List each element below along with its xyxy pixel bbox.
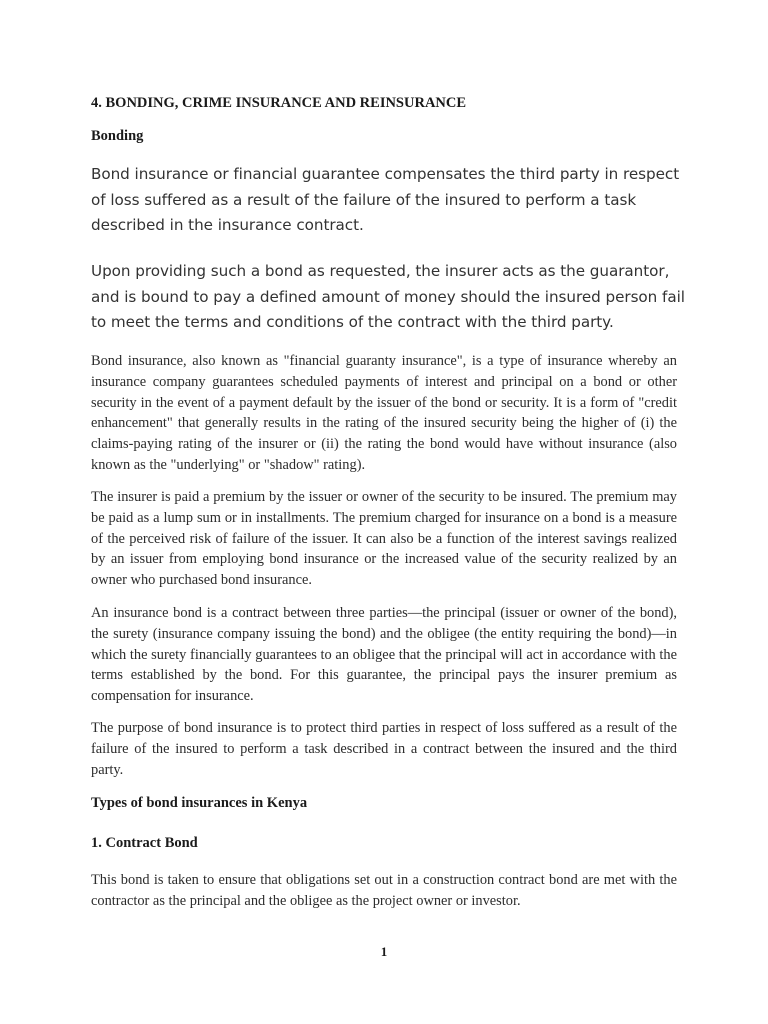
body-paragraph: Bond insurance, also known as "financial guaranty insurance", is a type of insurance whereby an insurance company guarantees scheduled payments of interest and principal on a bond or other security in the event of a payment default by the issuer of the bond or security. It is a form of "credit enhancement" that generally results in the rating of the insured security being the higher of (i) the claims-paying rating of the insurer or (ii) the rating the bond would have without insurance (also known as the "underlying" or "shadow" rating). bbox=[91, 353, 677, 473]
contract-bond-text: This bond is taken to ensure that obligations set out in a construction contract bond are met with the contractor as the principal and the obligee as the project owner or investor. bbox=[91, 872, 677, 909]
intro-paragraph: Upon providing such a bond as requested, the insurer acts as the guarantor, and is bound to pay a defined amount of money should the insured person fail to meet the terms and conditions of the contract with the third party. bbox=[91, 262, 685, 331]
body-paragraph: The insurer is paid a premium by the issuer or owner of the security to be insured. The premium may be paid as a lump sum or in installments. The premium charged for insurance on a bond is a measure of the perceived risk of failure of the issuer. It can also be a function of the interest savings realized by an issuer from employing bond insurance or the increased value of the security realized by an owner who purchased bond insurance. bbox=[91, 489, 677, 589]
intro-paragraph: Bond insurance or financial guarantee compensates the third party in respect of loss suffered as a result of the failure of the insured to perform a task described in the insurance contract. bbox=[91, 165, 680, 234]
section-heading: 4. BONDING, CRIME INSURANCE AND REINSURANCE bbox=[91, 95, 467, 111]
bonding-subheading: Bonding bbox=[91, 128, 144, 144]
types-heading: Types of bond insurances in Kenya bbox=[91, 795, 308, 811]
page-number: 1 bbox=[380, 944, 388, 959]
body-paragraph: An insurance bond is a contract between three parties—the principal (issuer or owner of the bond), the surety (insurance company issuing the bond) and the obligee (the entity requiring the bond)—in which the surety financially guarantees to an obligee that the principal will act in accordance with the terms established by the bond. For this guarantee, the principal pays the insurer premium as compensation for insurance. bbox=[91, 605, 677, 705]
contract-bond-heading: 1. Contract Bond bbox=[91, 835, 198, 851]
body-paragraph: The purpose of bond insurance is to protect third parties in respect of loss suffered as a result of the failure of the insured to perform a task described in a contract between the insured and the third party. bbox=[91, 720, 677, 778]
